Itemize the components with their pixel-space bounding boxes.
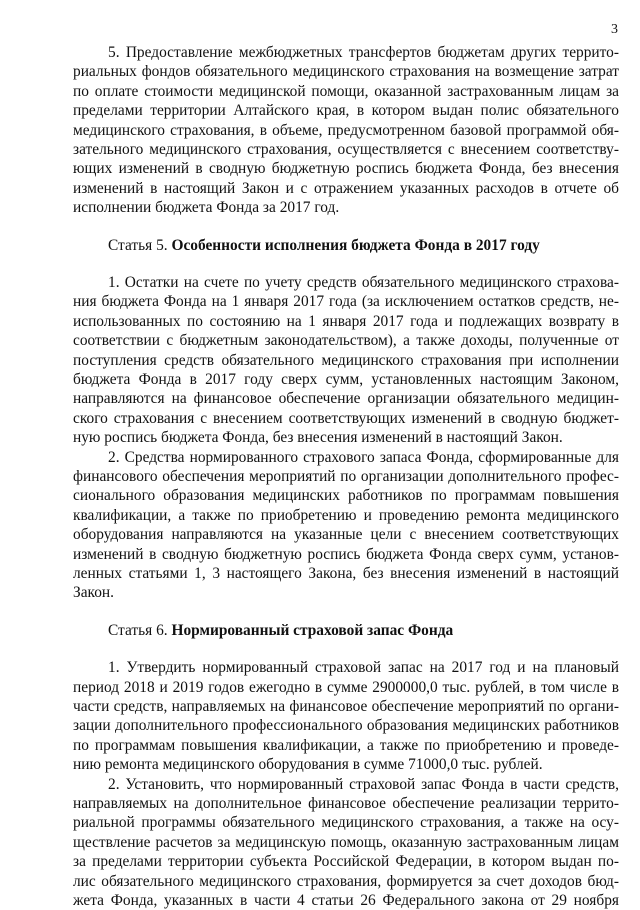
text-line: за пределами территории субъекта Российской Федерации, в котором выдан по- <box>73 853 619 871</box>
text-line: изменений в сводную бюджетную роспись бюджета Фонда сверх сумм, установ- <box>73 545 619 563</box>
text-line: 1. Утвердить нормированный страховой запас на 2017 год и на плановый <box>108 659 619 677</box>
text-line: изменений в настоящий Закон и с отражением указанных расходов в отчете об <box>73 179 619 197</box>
text-line: финансового обеспечения мероприятий по организации дополнительного профес- <box>73 468 619 485</box>
text-line: 5. Предоставление межбюджетных трансфертов бюджетам других террито- <box>108 44 619 61</box>
text-line: оборудования направляются на указанные цели с внесением соответствующих <box>73 526 619 544</box>
text-line: ющих изменений в сводную бюджетную роспись бюджета Фонда, без внесения <box>73 160 619 178</box>
text-line: бюджета Фонда в 2017 году сверх сумм, установленных настоящим Законом, <box>73 371 619 388</box>
article-5-prefix: Статья 5. <box>108 236 172 254</box>
text-line: направляются на финансовое обеспечение организации обязательного медицин- <box>73 390 619 408</box>
text-line: нию ремонта медицинского оборудования в сумме 71000,0 тыс. рублей. <box>73 756 543 774</box>
text-line: риальных фондов обязательного медицинского страхования на возмещение затрат <box>73 63 619 81</box>
text-line: ществление расчетов за медицинскую помощь, оказанную застрахованным лицам <box>73 833 619 851</box>
text-line: период 2018 и 2019 годов ежегодно в сумме 2900000,0 тыс. рублей, в том числе в <box>73 678 619 696</box>
article-5-title: Особенности исполнения бюджета Фонда в 2017 году <box>171 236 540 254</box>
text-line: по оплате стоимости медицинской помощи, оказанной застрахованным лицам за <box>73 82 619 100</box>
text-line: по программам повышения квалификации, а также по приобретению и проведе- <box>73 736 619 754</box>
text-line: 2. Установить, что нормированный страховой запас Фонда в части средств, <box>108 775 619 793</box>
text-line: Закон. <box>73 584 115 602</box>
article-6-title: Нормированный страховой запас Фонда <box>171 621 454 639</box>
page-number: 3 <box>611 22 618 37</box>
text-line: лис обязательного медицинского страхования, формируется за счет доходов бюд- <box>73 872 619 890</box>
text-line: зательного медицинского страхования, осуществляется с внесением соответству- <box>73 141 619 158</box>
text-line: использованных по состоянию на 1 января 2017 года и подлежащих возврату в <box>73 312 619 330</box>
text-line: части средств, направляемых на финансовое обеспечение мероприятий по органи- <box>73 698 619 715</box>
article-6-prefix: Статья 6. <box>108 621 172 639</box>
text-line: медицинского страхования, в объеме, предусмотренном базовой программой обя- <box>73 121 619 139</box>
text-line: риальной программы обязательного медицинского страхования, а также на осу- <box>73 814 619 832</box>
text-line: поступления средств обязательного медицинского страхования при исполнении <box>73 351 619 369</box>
text-line: ского страхования с внесением соответствующих изменений в сводную бюджет- <box>73 409 619 427</box>
text-line: ную роспись бюджета Фонда, без внесения изменений в настоящий Закон. <box>73 429 563 447</box>
text-line: пределами территории Алтайского края, в котором выдан полис обязательного <box>73 102 619 120</box>
text-line: жета Фонда, указанных в части 4 статьи 26 Федерального закона от 29 ноября <box>73 892 619 909</box>
article-6-heading <box>108 622 453 640</box>
article-5-heading <box>108 237 540 255</box>
text-line: направляемых на дополнительное финансовое обеспечение реализации террито- <box>73 795 619 812</box>
text-line: ния бюджета Фонда на 1 января 2017 года (за исключением остатков средств, не- <box>73 293 619 311</box>
text-line: соответствии с бюджетным законодательством), а также доходы, полученные от <box>73 332 619 350</box>
text-line: 2. Средства нормированного страхового запаса Фонда, сформированные для <box>108 448 619 466</box>
text-line: сионального образования медицинских работников по программам повышения <box>73 487 619 505</box>
text-line: ленных статьями 1, 3 настоящего Закона, без внесения изменений в настоящий <box>73 565 619 582</box>
text-line: зации дополнительного профессионального образования медицинских работников <box>73 717 619 735</box>
text-line: 1. Остатки на счете по учету средств обязательного медицинского страхова- <box>108 274 619 291</box>
text-line: квалификации, а также по приобретению и проведению ремонта медицинского <box>73 506 619 524</box>
text-line: исполнении бюджета Фонда за 2017 год. <box>73 199 340 217</box>
